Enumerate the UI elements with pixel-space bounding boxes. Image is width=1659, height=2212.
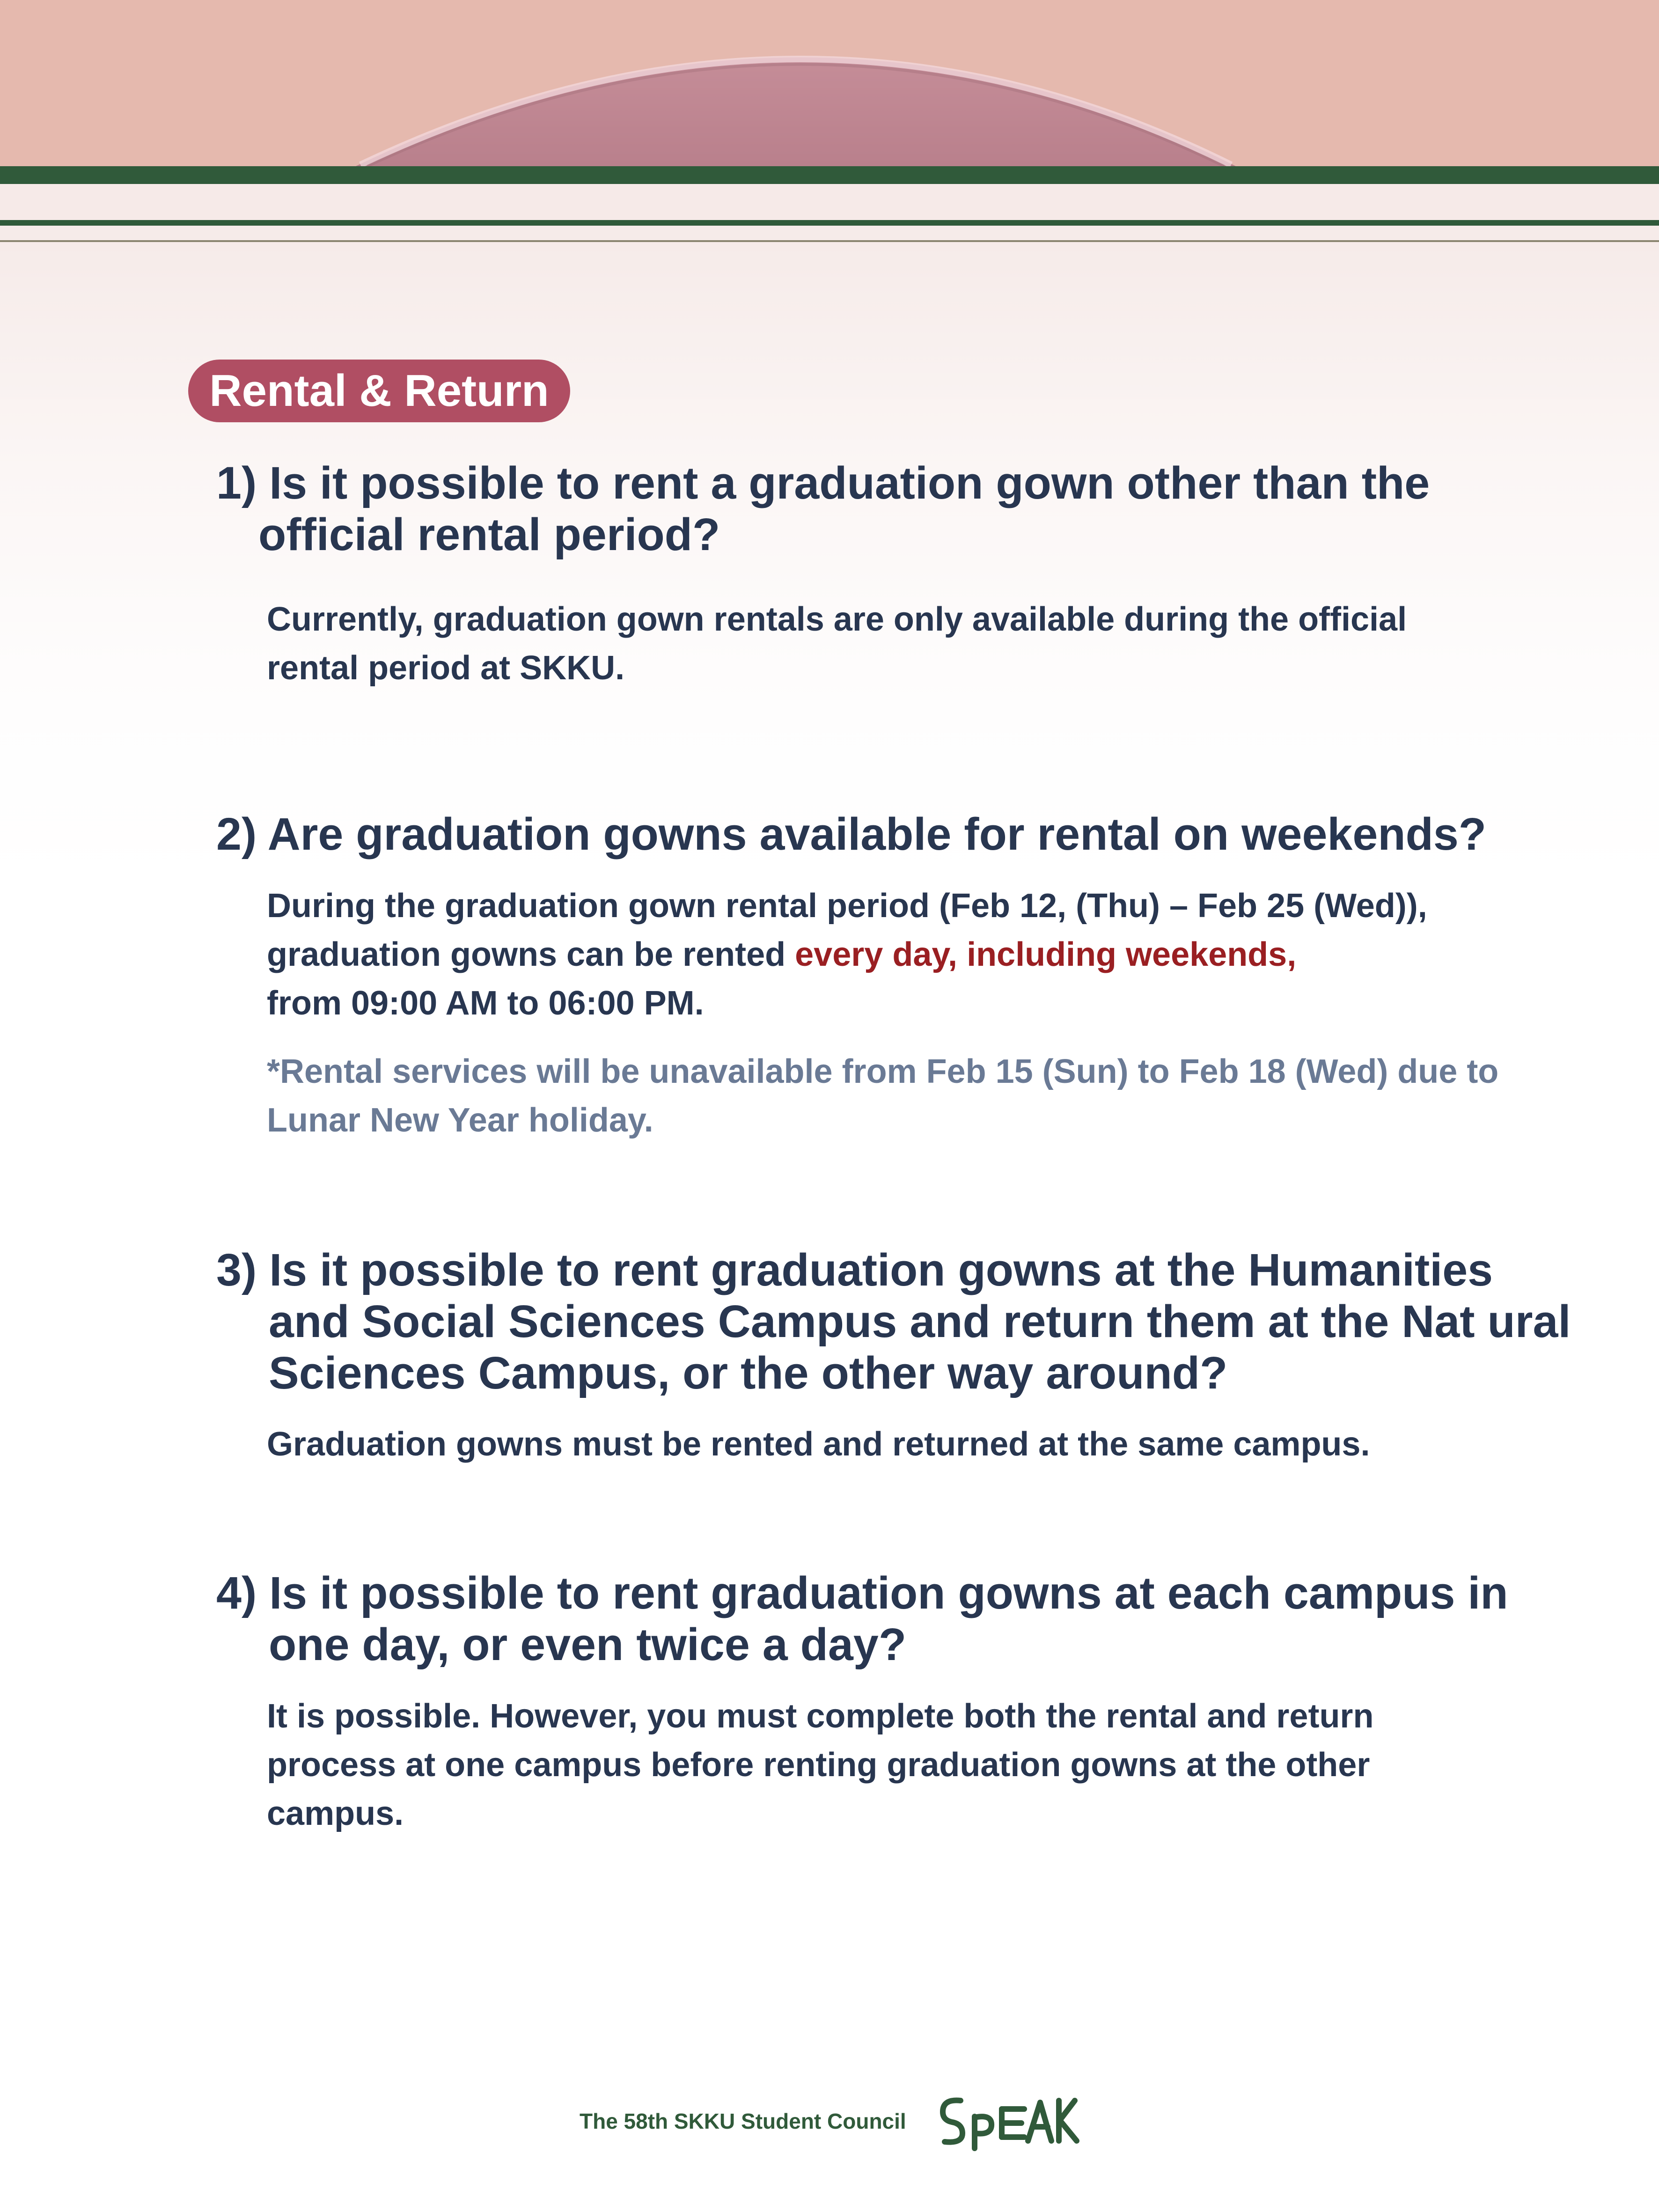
header-green-line bbox=[0, 220, 1659, 226]
faq-answer-4: It is possible. However, you must complete both the rental and return process at one campus before renting graduation gowns at the other campus. bbox=[267, 1698, 1374, 1832]
faq-answer-1: Currently, graduation gown rentals are only available during the official rental period at SKKU. bbox=[267, 601, 1407, 687]
faq-question-1: 1) Is it possible to rent a graduation gown other than the official rental period? bbox=[216, 457, 1430, 560]
faq-answer-2 bbox=[267, 882, 1507, 1028]
faq-answer-2-hours: from 09:00 AM to 06:00 PM. bbox=[267, 985, 704, 1022]
header-arc bbox=[0, 0, 1659, 166]
faq-question-4: 4) Is it possible to rent graduation gowns at each campus in one day, or even twice a day? bbox=[216, 1567, 1508, 1670]
faq-question-2: 2) Are graduation gowns available for rental on weekends? bbox=[216, 808, 1487, 860]
footer bbox=[580, 2090, 1094, 2151]
faq-answer-3: Graduation gowns must be rented and returned at the same campus. bbox=[267, 1426, 1370, 1463]
speak-logo bbox=[936, 2090, 1081, 2151]
faq-note-2: *Rental services will be unavailable from Feb 15 (Sun) to Feb 18 (Wed) due to Lunar New Year holiday. bbox=[267, 1053, 1499, 1139]
header-divider-line bbox=[0, 240, 1659, 242]
section-title-pill: Rental & Return bbox=[188, 360, 570, 422]
footer-council-name: The 58th SKKU Student Council bbox=[580, 2109, 906, 2133]
header-green-bar bbox=[0, 166, 1659, 184]
header-banner bbox=[0, 0, 1659, 166]
faq-question-3: 3) Is it possible to rent graduation gowns at the Humanities and Social Sciences Campus and return them at the Nat ural Sciences Campus, or the other way around? bbox=[216, 1244, 1571, 1398]
faq-answer-2-highlight: every day, including weekends, bbox=[795, 936, 1297, 973]
faq-answer-2-text: During the graduation gown rental period (Feb 12, (Thu) – Feb 25 (Wed)), graduation gowns can be rented bbox=[267, 887, 1427, 973]
